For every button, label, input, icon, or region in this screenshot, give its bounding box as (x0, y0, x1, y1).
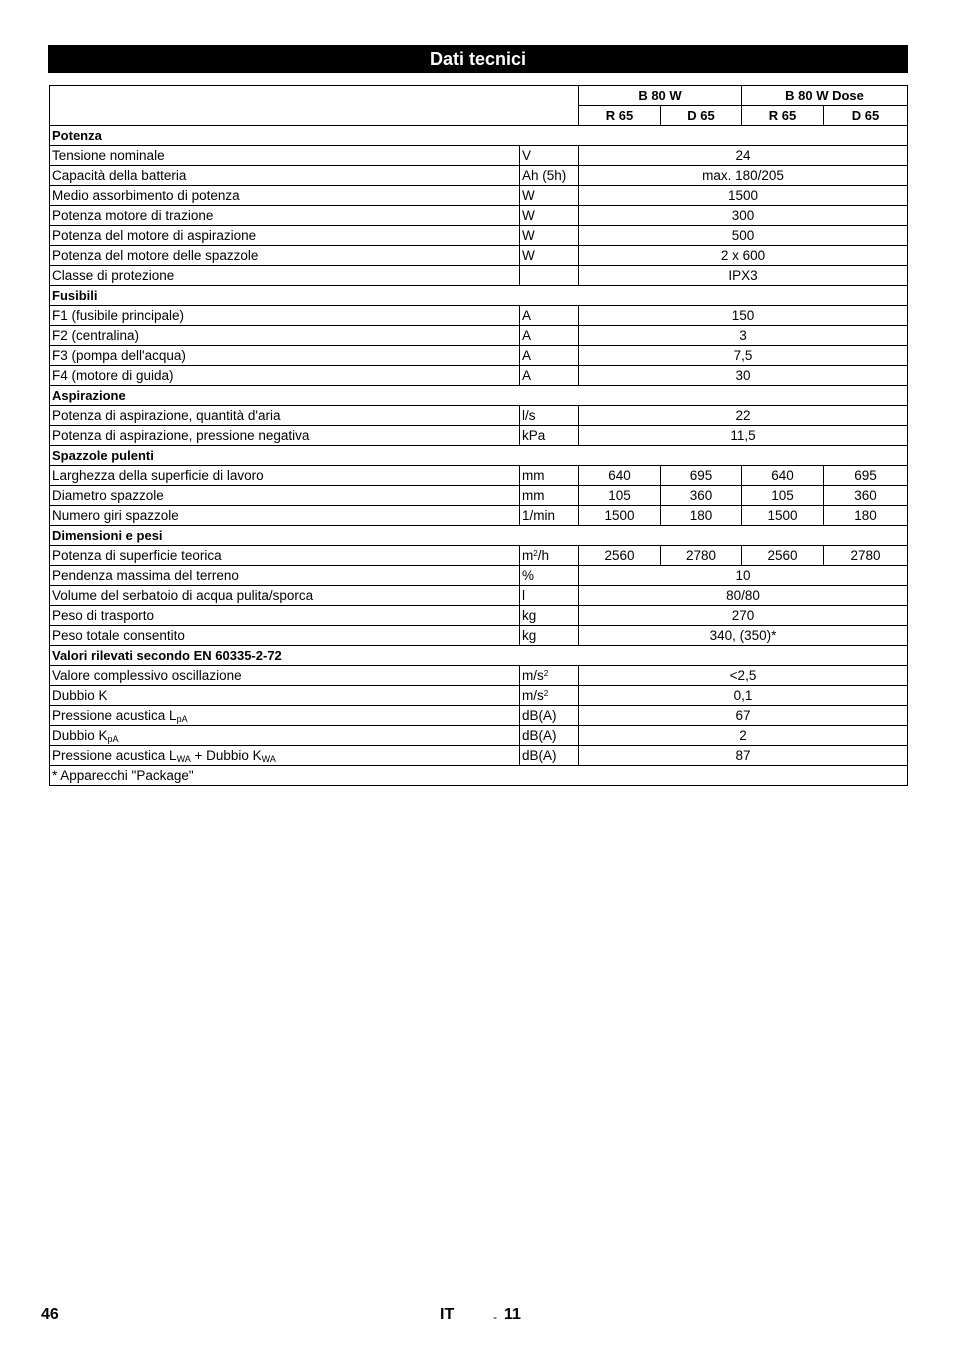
spec-value: 1500 (579, 506, 661, 526)
spec-value: 7,5 (579, 346, 908, 366)
spec-unit (520, 426, 579, 446)
spec-label-text: F4 (motore di guida) (52, 368, 174, 383)
footnote-row (50, 766, 908, 786)
spec-label (50, 506, 520, 526)
spec-value: 2 (579, 726, 908, 746)
spec-label (50, 266, 520, 286)
spec-value: IPX3 (579, 266, 908, 286)
spec-value: 180 (824, 506, 908, 526)
section-row (50, 286, 908, 306)
spec-value: 11,5 (579, 426, 908, 446)
spec-unit (520, 266, 579, 286)
spec-row (50, 346, 908, 366)
spec-row (50, 546, 908, 566)
spec-row (50, 486, 908, 506)
section-heading: Fusibili (50, 286, 908, 306)
spec-label-text: Dubbio K (52, 688, 108, 703)
spec-unit-text: l/s (522, 408, 536, 423)
spec-unit (520, 166, 579, 186)
spec-label-text: Numero giri spazzole (52, 508, 179, 523)
spec-label-subscript: pA (107, 734, 119, 744)
spec-row (50, 566, 908, 586)
spec-label (50, 426, 520, 446)
spec-unit-text: kPa (522, 428, 546, 443)
section-row (50, 446, 908, 466)
spec-value: 270 (579, 606, 908, 626)
spec-label-text: Potenza di aspirazione, pressione negativa (52, 428, 310, 443)
spec-value: max. 180/205 (579, 166, 908, 186)
spec-label-text: Tensione nominale (52, 148, 165, 163)
spec-label (50, 246, 520, 266)
spec-row (50, 306, 908, 326)
spec-value: 10 (579, 566, 908, 586)
spec-label (50, 666, 520, 686)
spec-label-text: Potenza del motore di aspirazione (52, 228, 257, 243)
spec-unit-text: m/s (522, 668, 544, 683)
spec-label-text: Potenza di aspirazione, quantità d'aria (52, 408, 281, 423)
spec-value: 87 (579, 746, 908, 766)
spec-unit (520, 486, 579, 506)
spec-label (50, 566, 520, 586)
spec-label (50, 186, 520, 206)
spec-value: 30 (579, 366, 908, 386)
spec-label-text: Diametro spazzole (52, 488, 164, 503)
language-code: IT (440, 1306, 455, 1323)
section-row (50, 386, 908, 406)
spec-unit (520, 686, 579, 706)
spec-label (50, 706, 520, 726)
spec-unit-text: A (522, 368, 532, 383)
spec-unit-text: W (522, 188, 535, 203)
spec-unit (520, 726, 579, 746)
spec-row (50, 366, 908, 386)
spec-unit (520, 666, 579, 686)
spec-label-text: Pressione acustica L (52, 748, 177, 763)
spec-value: 1500 (579, 186, 908, 206)
spec-unit-text: W (522, 208, 535, 223)
spec-label (50, 466, 520, 486)
spec-label-subscript: pA (176, 714, 188, 724)
spec-unit-superscript: 2 (543, 669, 549, 678)
spec-value: <2,5 (579, 666, 908, 686)
spec-unit (520, 586, 579, 606)
section-heading: Valori rilevati secondo EN 60335-2-72 (50, 646, 908, 666)
spec-value: 2780 (824, 546, 908, 566)
spec-unit (520, 706, 579, 726)
spec-unit (520, 466, 579, 486)
spec-label (50, 226, 520, 246)
spec-unit-superscript: 2 (543, 689, 549, 698)
spec-row (50, 426, 908, 446)
spec-row (50, 726, 908, 746)
spec-value: 695 (661, 466, 742, 486)
spec-value: 340, (350)* (579, 626, 908, 646)
spec-unit (520, 606, 579, 626)
spec-row (50, 626, 908, 646)
variant-name: R 65 (579, 106, 661, 126)
spec-label (50, 166, 520, 186)
spec-unit (520, 246, 579, 266)
spec-unit-text: m/s (522, 688, 544, 703)
spec-row (50, 266, 908, 286)
page-number: 46 (41, 1306, 59, 1323)
spec-label-text: Pendenza massima del terreno (52, 568, 239, 583)
spec-row (50, 506, 908, 526)
spec-row (50, 406, 908, 426)
spec-label-text: F2 (centralina) (52, 328, 140, 343)
spec-unit-text: W (522, 248, 535, 263)
spec-row (50, 706, 908, 726)
spec-label-text: Potenza motore di trazione (52, 208, 214, 223)
spec-value: 150 (579, 306, 908, 326)
spec-value: 3 (579, 326, 908, 346)
spec-label (50, 326, 520, 346)
spec-row (50, 666, 908, 686)
spec-unit-text: kg (522, 608, 537, 623)
spec-label-text: Volume del serbatoio di acqua pulita/sporca (52, 588, 314, 603)
spec-unit (520, 146, 579, 166)
spec-label-text: Pressione acustica L (52, 708, 177, 723)
spec-unit (520, 206, 579, 226)
spec-label (50, 626, 520, 646)
spec-unit (520, 626, 579, 646)
spec-label (50, 146, 520, 166)
spec-unit (520, 306, 579, 326)
spec-value: 640 (742, 466, 824, 486)
spec-value: 2560 (742, 546, 824, 566)
spec-unit (520, 566, 579, 586)
spec-value: 80/80 (579, 586, 908, 606)
spec-unit-superscript: 2 (533, 549, 538, 558)
spec-unit-text: 1/min (522, 508, 556, 523)
spec-unit (520, 406, 579, 426)
spec-label (50, 306, 520, 326)
spec-label-text: Larghezza della superficie di lavoro (52, 468, 264, 483)
footer-dash: - (493, 1310, 497, 1324)
spec-label (50, 406, 520, 426)
section-heading: Spazzole pulenti (50, 446, 908, 466)
spec-row (50, 166, 908, 186)
spec-value: 2560 (579, 546, 661, 566)
model-header-row (50, 86, 908, 106)
spec-row (50, 226, 908, 246)
spec-value: 2 x 600 (579, 246, 908, 266)
spec-label (50, 366, 520, 386)
spec-label (50, 546, 520, 566)
spec-unit (520, 186, 579, 206)
section-heading: Potenza (50, 126, 908, 146)
section-heading: Aspirazione (50, 386, 908, 406)
spec-unit (520, 746, 579, 766)
spec-value: 0,1 (579, 686, 908, 706)
spec-unit-text: A (522, 308, 532, 323)
spec-value: 180 (661, 506, 742, 526)
spec-label-text: Potenza del motore delle spazzole (52, 248, 259, 263)
spec-value: 105 (579, 486, 661, 506)
spec-label-text: Valore complessivo oscillazione (52, 668, 242, 683)
spec-label (50, 586, 520, 606)
spec-unit (520, 226, 579, 246)
spec-unit-text: A (522, 328, 532, 343)
variant-name: R 65 (742, 106, 824, 126)
spec-row (50, 586, 908, 606)
spec-value: 2780 (661, 546, 742, 566)
spec-label-text: Potenza di superficie teorica (52, 548, 222, 563)
spec-label-text: Medio assorbimento di potenza (52, 188, 240, 203)
model-name: B 80 W Dose (742, 86, 908, 106)
spec-value: 1500 (742, 506, 824, 526)
footnote: * Apparecchi "Package" (50, 766, 908, 786)
spec-unit-text: dB(A) (522, 708, 557, 723)
spec-row (50, 206, 908, 226)
spec-row (50, 146, 908, 166)
spec-unit-text: mm (522, 488, 545, 503)
spec-label-subscript: WA (176, 754, 191, 764)
spec-label-text: F3 (pompa dell'acqua) (52, 348, 186, 363)
spec-unit-text: dB(A) (522, 748, 557, 763)
variant-name: D 65 (661, 106, 742, 126)
spec-unit-text: /h (537, 548, 549, 563)
spec-value: 300 (579, 206, 908, 226)
spec-unit-text: V (522, 148, 532, 163)
spec-unit (520, 366, 579, 386)
spec-value: 500 (579, 226, 908, 246)
spec-row (50, 326, 908, 346)
spec-label-text: Peso di trasporto (52, 608, 155, 623)
spec-unit-text: dB(A) (522, 728, 557, 743)
spec-unit-text: A (522, 348, 532, 363)
spec-label (50, 746, 520, 766)
spec-unit-text: mm (522, 468, 545, 483)
spec-unit (520, 326, 579, 346)
spec-label-text: Capacità della batteria (52, 168, 187, 183)
spec-unit (520, 346, 579, 366)
spec-label (50, 686, 520, 706)
spec-unit-text: l (522, 588, 525, 603)
spec-unit-text: m (522, 548, 534, 563)
spec-label (50, 486, 520, 506)
spec-label-text: Peso totale consentito (52, 628, 185, 643)
header-blank-cell (50, 86, 579, 126)
spec-label (50, 726, 520, 746)
spec-unit-text: kg (522, 628, 537, 643)
spec-table (49, 85, 908, 786)
spec-row (50, 466, 908, 486)
spec-value: 640 (579, 466, 661, 486)
section-page-number: 11 (504, 1306, 521, 1323)
spec-unit (520, 506, 579, 526)
spec-value: 360 (661, 486, 742, 506)
section-row (50, 646, 908, 666)
spec-label (50, 346, 520, 366)
spec-label-subscript: WA (261, 754, 276, 764)
variant-name: D 65 (824, 106, 908, 126)
spec-label (50, 206, 520, 226)
spec-row (50, 186, 908, 206)
spec-value: 105 (742, 486, 824, 506)
spec-unit-text: % (522, 568, 535, 583)
section-heading: Dimensioni e pesi (50, 526, 908, 546)
spec-value: 67 (579, 706, 908, 726)
spec-row (50, 246, 908, 266)
spec-unit-text: W (522, 228, 535, 243)
page-title: Dati tecnici (48, 45, 908, 73)
spec-value: 695 (824, 466, 908, 486)
spec-label (50, 606, 520, 626)
spec-label-text: Dubbio K (52, 728, 108, 743)
spec-row (50, 686, 908, 706)
spec-label-text: Classe di protezione (52, 268, 175, 283)
spec-value: 24 (579, 146, 908, 166)
spec-value: 22 (579, 406, 908, 426)
section-row (50, 526, 908, 546)
spec-label-text: F1 (fusibile principale) (52, 308, 185, 323)
spec-unit-text: Ah (5h) (522, 168, 567, 183)
spec-row (50, 606, 908, 626)
section-row (50, 126, 908, 146)
spec-unit (520, 546, 579, 566)
spec-value: 360 (824, 486, 908, 506)
spec-row (50, 746, 908, 766)
spec-label-text: + Dubbio K (190, 748, 262, 763)
model-name: B 80 W (579, 86, 742, 106)
